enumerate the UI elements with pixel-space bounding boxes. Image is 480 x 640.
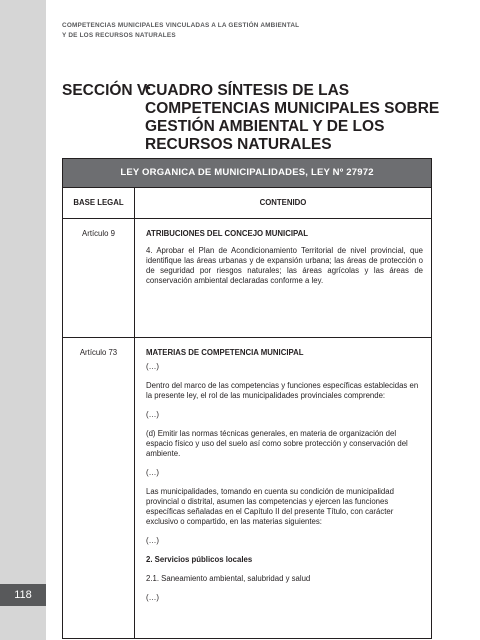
running-header-line-1: COMPETENCIAS MUNICIPALES VINCULADAS A LA GESTIÓN AMBIENTAL: [62, 22, 300, 29]
left-margin-bar: [0, 0, 46, 640]
article-reference: Artículo 73: [63, 338, 135, 638]
section-title-text: CUADRO SÍNTESIS DE LAS COMPETENCIAS MUNICIPALES SOBRE GESTIÓN AMBIENTAL Y DE LOS RECURSOS NATURALES: [145, 82, 440, 153]
content-ellipsis: (…): [146, 410, 159, 419]
summary-table: [62, 158, 432, 639]
content-ellipsis: (…): [146, 536, 159, 545]
content-paragraph: 4. Aprobar el Plan de Acondicionamiento Territorial de nivel provincial, que identifique las áreas urbanas y de expansión urbana; las áreas de protección o de seguridad por riesgos naturales; las áreas agrícolas y las áreas de conservación ambiental declaradas conforme a ley.: [146, 246, 423, 285]
content-ellipsis: (…): [146, 362, 159, 371]
content-ellipsis: (…): [146, 468, 159, 477]
article-content: [135, 338, 431, 638]
article-content: [135, 219, 431, 337]
content-paragraph: Las municipalidades, tomando en cuenta su condición de municipalidad provincial o distrital, asumen las competencias y ejercen las funciones específicas señaladas en el Capítulo II del presente Título, con carácter exclusivo o compartido, en las materias siguientes:: [146, 487, 394, 526]
table-column-header-row: [63, 188, 431, 219]
running-header: [62, 21, 432, 40]
column-header-contenido: CONTENIDO: [259, 198, 307, 207]
table-row: [63, 219, 431, 338]
content-heading: ATRIBUCIONES DEL CONCEJO MUNICIPAL: [146, 229, 309, 238]
article-reference: Artículo 9: [63, 219, 135, 337]
content-paragraph: (d) Emitir las normas técnicas generales, en materia de organización del espacio físico y uso del suelo así como sobre protección y conservación del ambiente.: [146, 429, 408, 458]
table-title: LEY ORGANICA DE MUNICIPALIDADES, LEY Nº 27972: [63, 159, 431, 188]
content-ellipsis: (…): [146, 593, 159, 602]
content-subheading: 2. Servicios públicos locales: [146, 555, 253, 564]
section-number: SECCIÓN V:: [62, 82, 152, 99]
table-row: [63, 338, 431, 638]
content-item: 2.1. Saneamiento ambiental, salubridad y salud: [146, 574, 311, 583]
content-paragraph: Dentro del marco de las competencias y funciones específicas establecidas en la presente ley, el rol de las municipalidades provinciales comprende:: [146, 381, 419, 400]
running-header-line-2: Y DE LOS RECURSOS NATURALES: [62, 31, 176, 39]
page-number: 118: [0, 584, 46, 606]
content-heading: MATERIAS DE COMPETENCIA MUNICIPAL: [146, 348, 304, 357]
column-header-base-legal: BASE LEGAL: [63, 188, 135, 218]
